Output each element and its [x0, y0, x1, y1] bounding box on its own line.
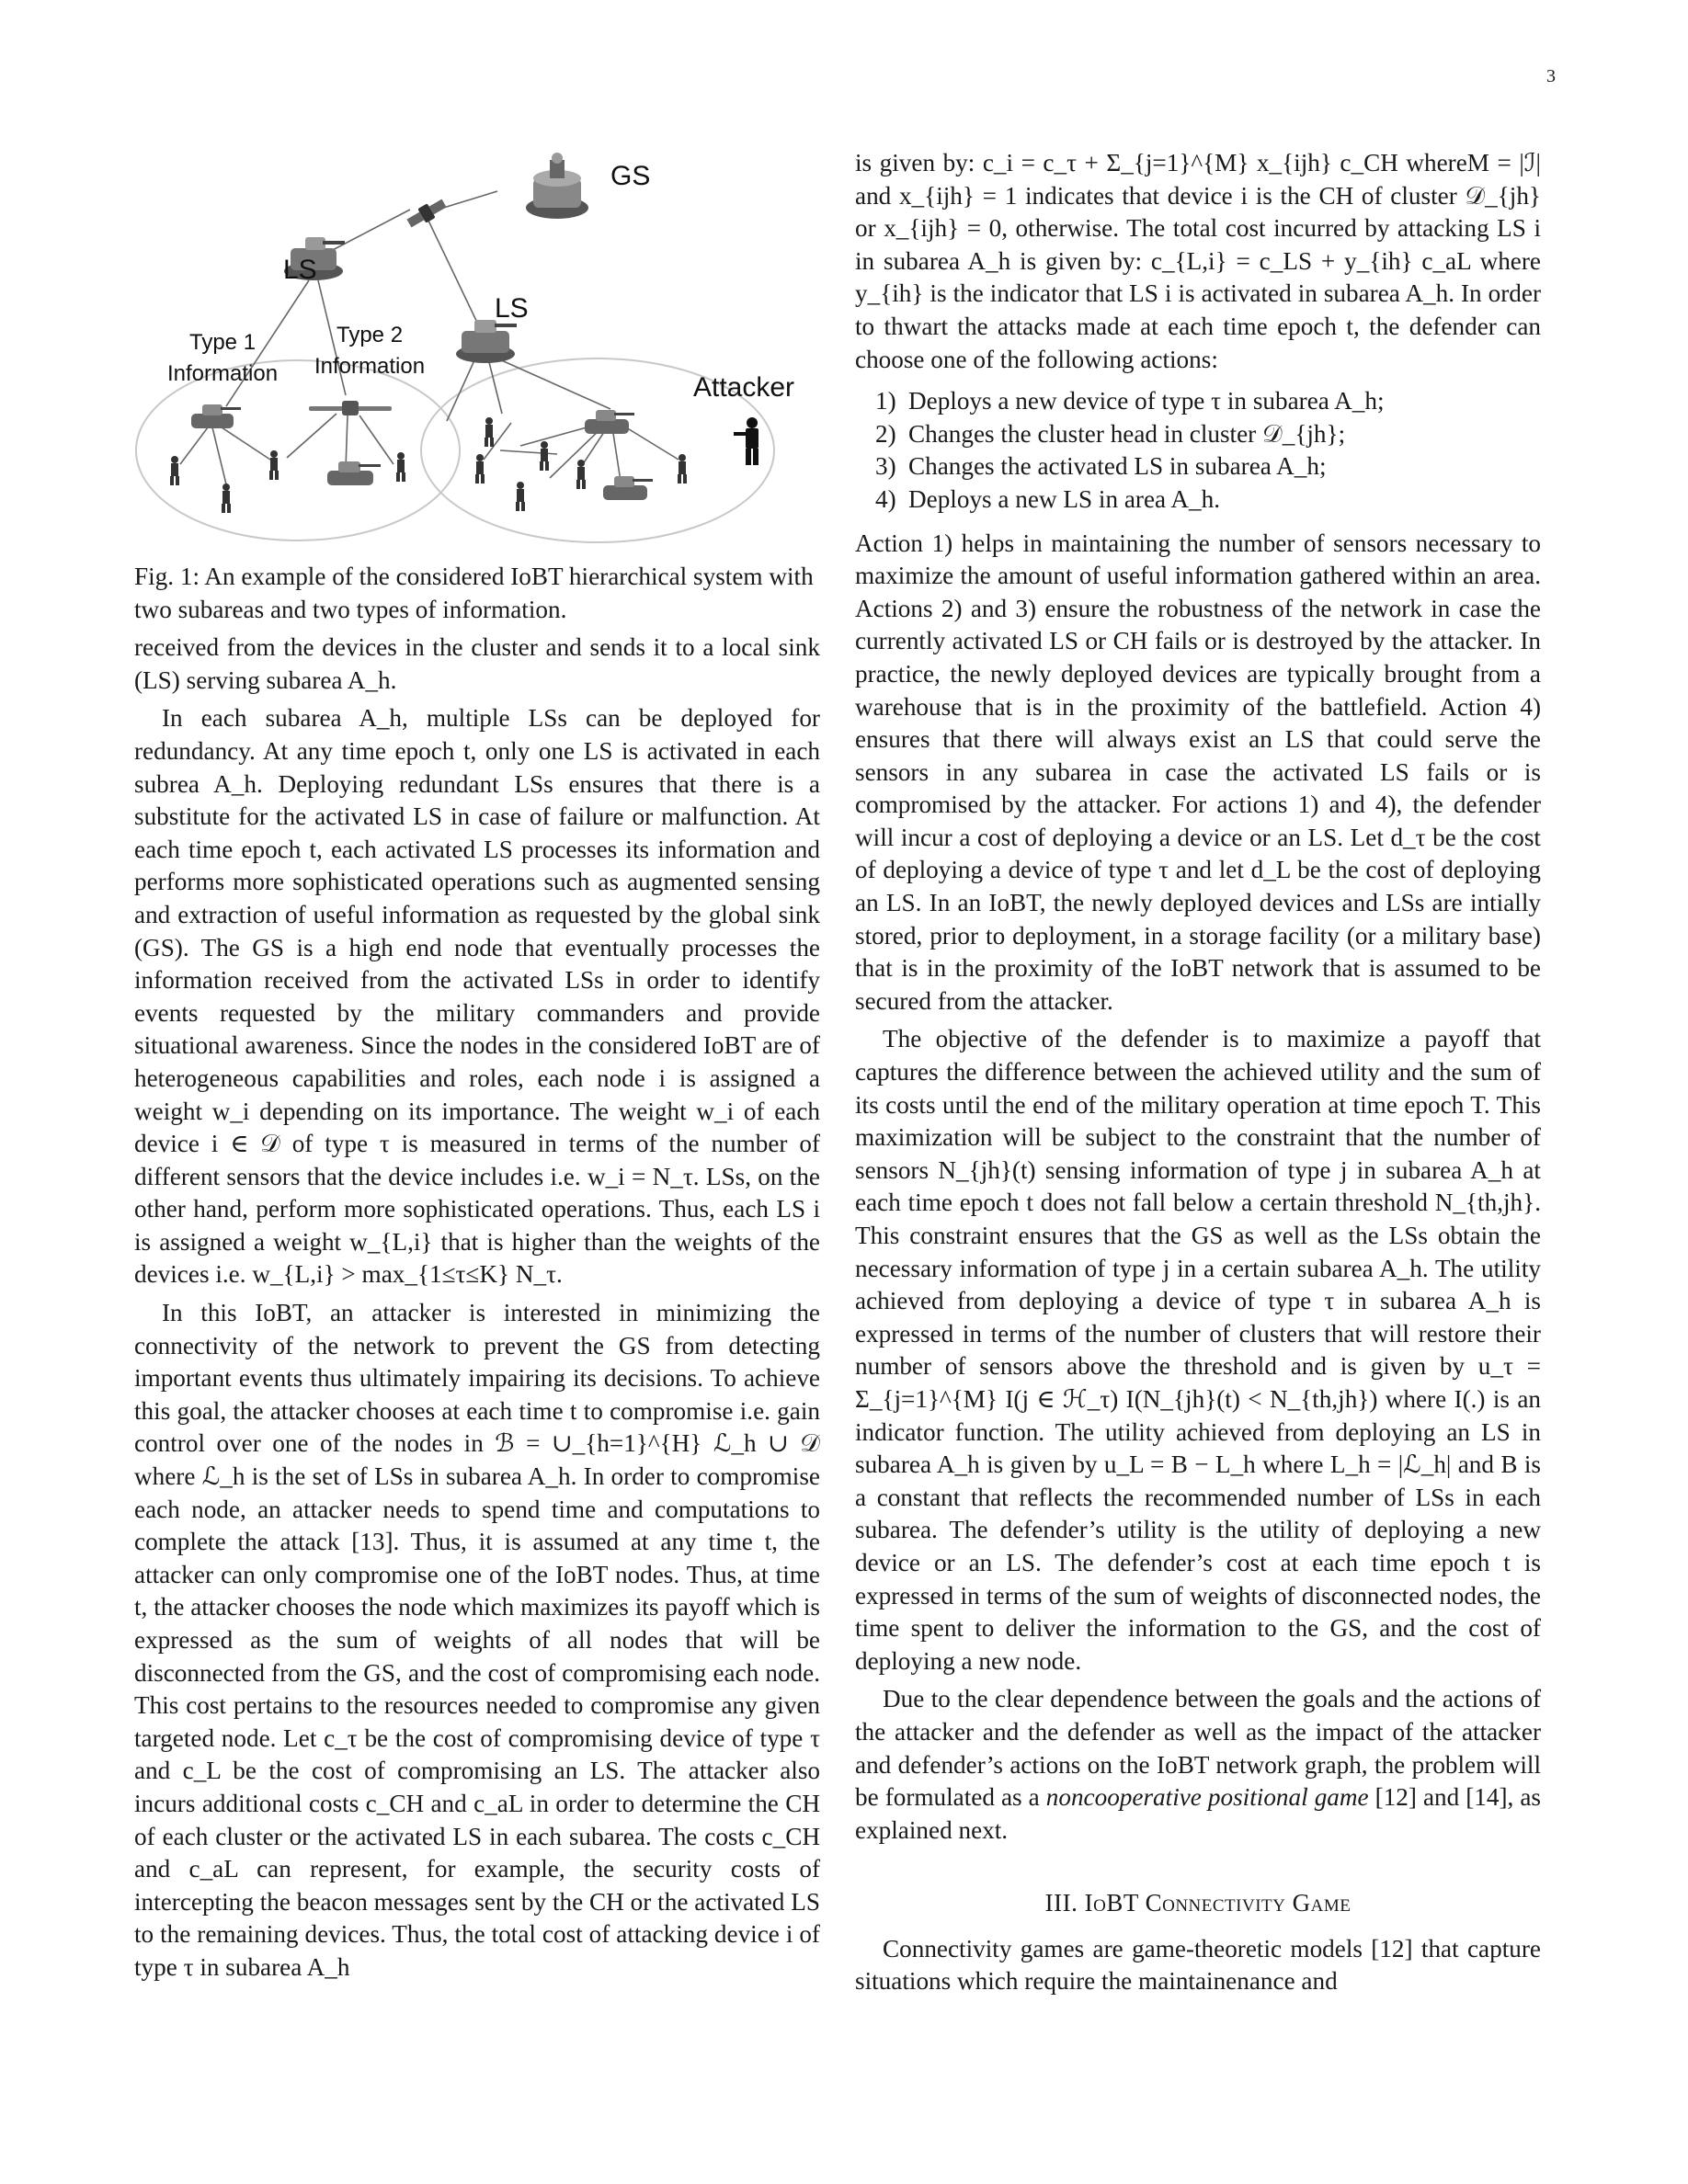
- label-type1: Type 1 Information: [167, 330, 279, 386]
- right-column: [855, 147, 1541, 1998]
- label-type2: Type 2 Information: [314, 323, 426, 379]
- paragraph: In this IoBT, an attacker is interested in minimizing the connectivity of the network to prevent the GS from detecting important events thus ultimately impairing its decisions. To achieve this goal, the attacker chooses at each time t to compromise i.e. gain control over one of the nodes in ℬ = ∪_{h=1}^{H} ℒ_h ∪ 𝒟 where ℒ_h is the set of LSs in subarea A_h. In order to compromise each node, an attacker needs to spend time and computations to complete the attack [13]. Thus, it is assumed at any time t, the attacker can only compromise one of the IoBT nodes. Thus, at time t, the attacker chooses the node which maximizes its payoff which is expressed as the sum of weights of all nodes that will be disconnected from the GS, and the cost of compromising each node. This cost pertains to the resources needed to compromise any given targeted node. Let c_τ be the cost of compromising device of type τ and c_L be the cost of compromising an LS. The attacker also incurs additional costs c_CH and c_aL in order to determine the CH of each cluster or the activated LS in each subarea. The costs c_CH and c_aL can represent, for example, the security costs of intercepting the beacon messages sent by the CH or the activated LS to the remaining devices. Thus, the total cost of attacking device i of type τ in subarea A_h: [134, 1299, 820, 1981]
- page-number: 3: [1546, 66, 1556, 86]
- attacker-icon: [734, 417, 758, 465]
- paragraph: Action 1) helps in maintaining the number of sensors necessary to maximize the amount of useful information gathered within an area. Actions 2) and 3) ensure the robustness of the network in case the currently activated LS or CH fails or is destroyed by the attacker. In practice, the newly deployed devices are typically brought from a warehouse that is in the proximity of the battlefield. Action 4) ensures that there will always exist an LS that could serve the sensors in any subarea in case the activated LS fails or is compromised by the attacker. For actions 1) and 4), the defender will incur a cost of deploying a device or an LS. Let d_τ be the cost of deploying a device of type τ and let d_L be the cost of deploying an LS. In an IoBT, the newly deployed devices and LSs are intially stored, prior to deployment, in a storage facility (or a military base) that is in the proximity of the IoBT network that is assumed to be secured from the attacker.: [855, 529, 1541, 1015]
- paragraph: received from the devices in the cluster and sends it to a local sink (LS) serving subarea A_h.: [134, 633, 820, 694]
- paragraph: Connectivity games are game-theoretic models [12] that capture situations which require the maintainenance and: [855, 1934, 1541, 1996]
- section-heading: III. IoBT Connectivity Game: [1044, 1889, 1352, 1917]
- figure-caption: Fig. 1: An example of the considered IoBT hierarchical system with two subareas and two types of information.: [134, 563, 814, 623]
- left-column: [134, 147, 820, 1985]
- list-item: 1) Deploys a new device of type τ in subarea A_h;: [875, 387, 1385, 415]
- emphasis: noncooperative positional game: [1045, 1783, 1369, 1812]
- tank-icon: [327, 461, 381, 485]
- paragraph: is given by: c_i = c_τ + Σ_{j=1}^{M} x_{ijh} c_CH whereM = |ℐ| and x_{ijh} = 1 indicates that device i is the CH of cluster 𝒟_{jh} or x_{ijh} = 0, otherwise. The total cost incurred by attacking LS i in subarea A_h is given by: c_{L,i} = c_LS + y_{ih} c_aL where y_{ih} is the indicator that LS i is activated in subarea A_h. In order to thwart the attacks made at each time epoch t, the defender can choose one of the following actions:: [855, 149, 1541, 373]
- list-item: 2) Changes the cluster head in cluster 𝒟_{jh};: [875, 419, 1346, 448]
- defender-actions-list: [855, 385, 1541, 516]
- label-attacker: Attacker: [693, 372, 795, 403]
- label-ls-left: LS: [283, 255, 317, 285]
- figure-iobt-system: [134, 147, 820, 548]
- list-item: 4) Deploys a new LS in area A_h.: [875, 484, 1221, 513]
- gs-station-icon: [526, 153, 588, 219]
- paragraph: Due to the clear dependence between the goals and the actions of the attacker and the defender as well as the impact of the attacker and defender’s actions on the IoBT network graph, the problem will be formulated as a noncooperative positional game [12] and [14], as explained next.: [855, 1685, 1541, 1844]
- paragraph: In each subarea A_h, multiple LSs can be deployed for redundancy. At any time epoch t, only one LS is activated in each subrea A_h. Deploying redundant LSs ensures that there is a substitute for the activated LS in case of failure or malfunction. At each time epoch t, each activated LS processes its information and performs more sophisticated operations such as augmented sensing and extraction of useful information as requested by the global sink (GS). The GS is a high end node that eventually processes the information received from the activated LSs in order to identify events requested by the military commanders and provide situational awareness. Since the nodes in the considered IoBT are of heterogeneous capabilities and roles, each node i is assigned a weight w_i depending on its importance. The weight w_i of each device i ∈ 𝒟 of type τ is measured in terms of the number of different sensors that the device includes i.e. w_i = N_τ. LSs, on the other hand, perform more sophisticated operations. Thus, each LS i is assigned a weight w_{L,i} that is higher than the weights of the devices i.e. w_{L,i} > max_{1≤τ≤K} N_τ.: [134, 704, 820, 1289]
- tank-icon: [603, 476, 653, 500]
- tank-icon: [191, 404, 241, 428]
- satellite-icon: [405, 196, 448, 231]
- ls-right-icon: [456, 320, 517, 363]
- label-ls-right: LS: [495, 293, 529, 324]
- tank-icon: [585, 410, 634, 434]
- list-item: 3) Changes the activated LS in subarea A_h;: [875, 452, 1327, 481]
- drone-icon: [309, 401, 392, 415]
- label-gs: GS: [610, 161, 651, 191]
- paragraph: The objective of the defender is to maximize a payoff that captures the difference between the achieved utility and the sum of its costs until the end of the military operation at time epoch T. This maximization will be subject to the constraint that the number of sensors N_{jh}(t) sensing information of type j in subarea A_h at each time epoch t does not fall below a certain threshold N_{th,jh}. This constraint ensures that the GS as well as the LSs obtain the necessary information of type j in a certain subarea A_h. The utility achieved from deploying a device of type τ in subarea A_h is expressed in terms of the number of clusters that will restore their number of sensors above the threshold and is given by u_τ = Σ_{j=1}^{M} I(j ∈ ℋ_τ) I(N_{jh}(t) < N_{th,jh}) where I(.) is an indicator function. The utility achieved from deploying an LS in subarea A_h is given by u_L = B − L_h where L_h = |ℒ_h| and B is a constant that reflects the recommended number of LSs in each subarea. The defender’s utility is the utility of deploying a new device or an LS. The defender’s cost at each time epoch t is expressed in terms of the sum of weights of disconnected nodes, the time spent to deliver the information to the GS, and the cost of deploying a new node.: [855, 1025, 1541, 1675]
